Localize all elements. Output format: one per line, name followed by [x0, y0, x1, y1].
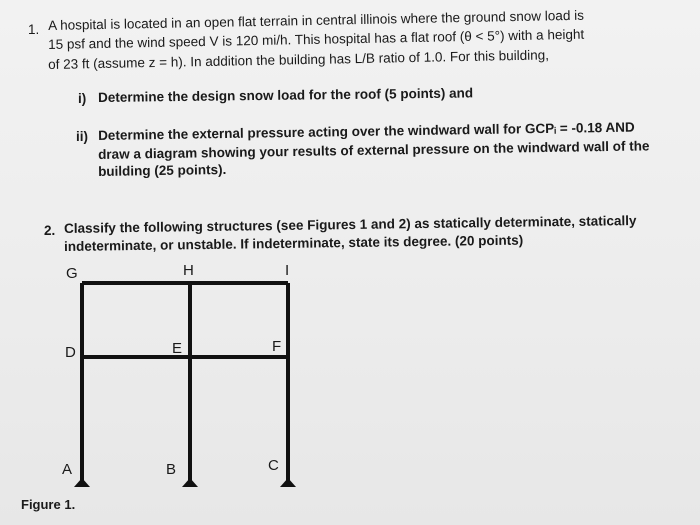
support-a [74, 478, 90, 487]
q1-line-3: of 23 ft (assume z = h). In addition the building has L/B ratio of 1.0. For this building, [48, 47, 550, 72]
node-label-i: I [285, 262, 290, 279]
figure-caption: Figure 1. [21, 497, 76, 512]
q1-line-2: 15 psf and the wind speed V is 120 mi/h. This hospital has a flat roof (θ < 5°) with a height [48, 26, 585, 52]
support-b [182, 478, 198, 487]
q2-line-2: indeterminate, or unstable. If indeterminate, state its degree. (20 points) [64, 232, 524, 254]
q1-part-ii-line-1: Determine the external pressure acting over the windward wall for GCPᵢ = -0.18 AND [98, 119, 635, 143]
q1-number: 1. [28, 22, 40, 37]
node-label-c: C [268, 457, 279, 474]
node-label-f: F [272, 338, 282, 355]
q1-part-i-text: Determine the design snow load for the roof (5 points) and [98, 85, 474, 105]
q1-part-ii-line-3: building (25 points). [98, 161, 227, 179]
q2-number: 2. [44, 223, 56, 238]
q1-part-ii-number: ii) [76, 129, 88, 144]
node-label-h: H [183, 262, 194, 279]
q1-part-ii-line-2: draw a diagram showing your results of external pressure on the windward wall of the [98, 138, 650, 162]
node-label-g: G [66, 265, 78, 282]
q1-line-1: A hospital is located in an open flat terrain in central illinois where the ground snow load is [48, 7, 585, 33]
node-label-b: B [166, 461, 177, 478]
support-c [280, 478, 296, 487]
q2-line-1: Classify the following structures (see Figures 1 and 2) as statically determinate, statically [64, 213, 637, 236]
q1-part-i-number: i) [78, 91, 87, 106]
node-label-e: E [172, 340, 183, 357]
node-label-d: D [65, 344, 76, 361]
node-label-a: A [62, 461, 73, 478]
